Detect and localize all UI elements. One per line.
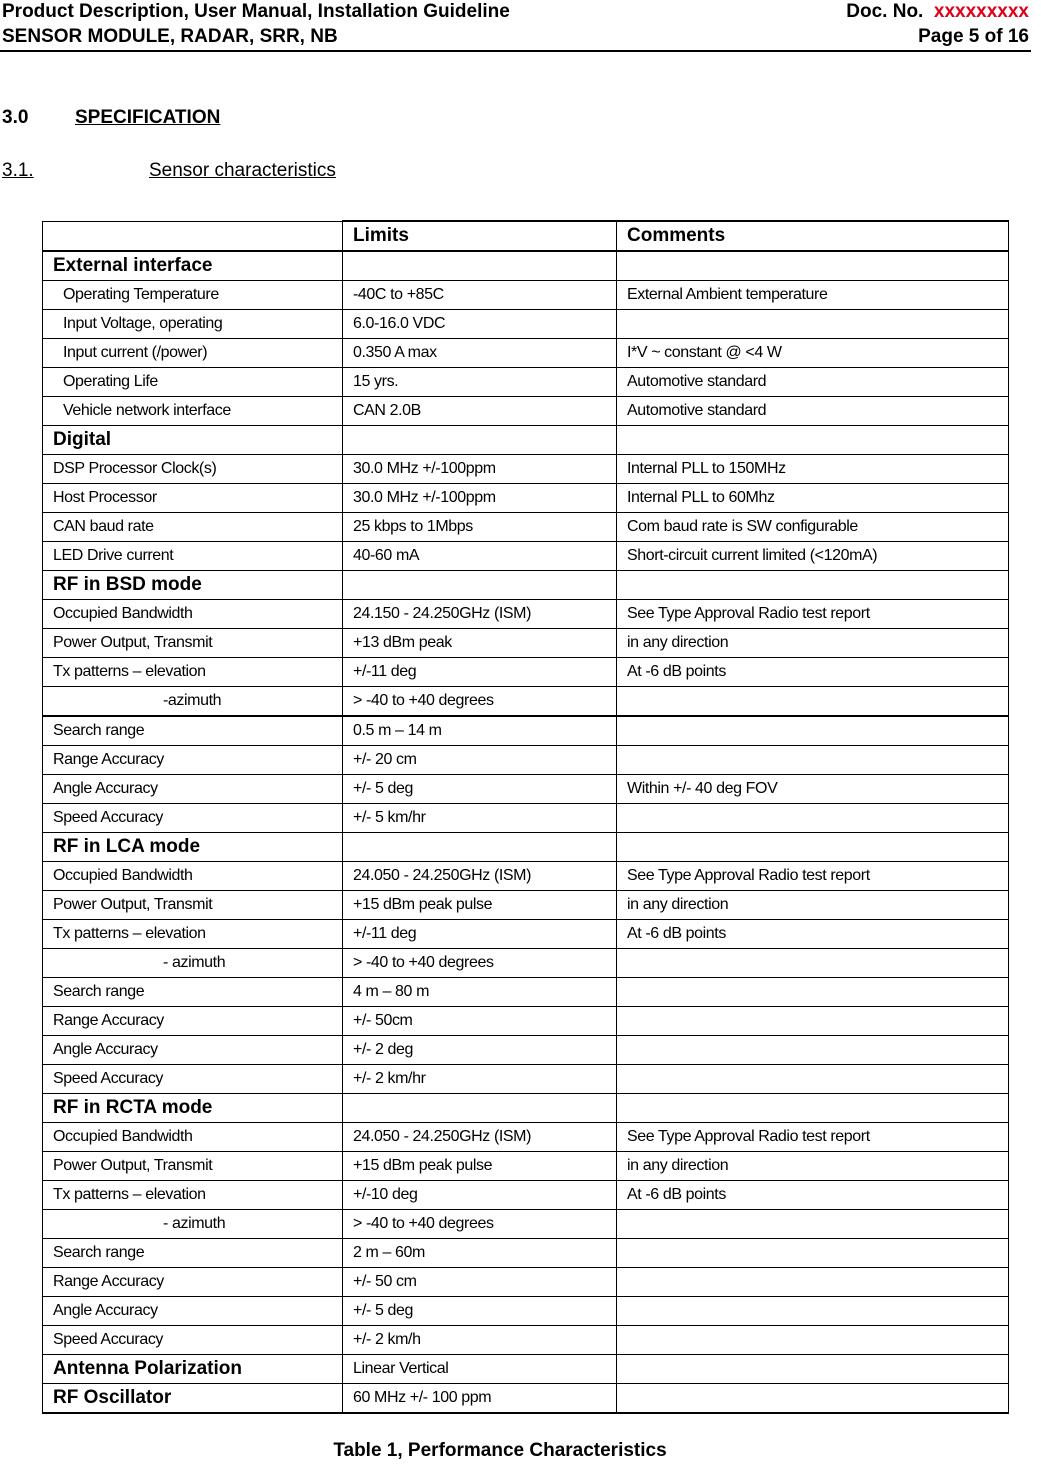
limits-cell: > -40 to +40 degrees — [343, 687, 617, 717]
parameter-cell: Occupied Bandwidth — [43, 600, 343, 629]
table-row — [43, 339, 1009, 368]
parameter-cell: RF in BSD mode — [43, 571, 343, 600]
parameter-cell: Range Accuracy — [43, 1268, 343, 1297]
parameter-cell: External interface — [43, 251, 343, 281]
parameter-cell: Power Output, Transmit — [43, 1152, 343, 1181]
limits-cell: +/- 5 deg — [343, 1297, 617, 1326]
limits-cell — [343, 833, 617, 862]
comments-cell — [617, 716, 1009, 746]
parameter-cell: - azimuth — [43, 949, 343, 978]
performance-table-body — [43, 221, 1009, 1413]
parameter-cell: CAN baud rate — [43, 513, 343, 542]
comments-cell: At -6 dB points — [617, 1181, 1009, 1210]
limits-cell — [343, 571, 617, 600]
limits-cell: 24.050 - 24.250GHz (ISM) — [343, 862, 617, 891]
comments-cell: in any direction — [617, 891, 1009, 920]
doc-number — [846, 0, 1029, 24]
table-row — [43, 1326, 1009, 1355]
limits-cell: +/- 2 deg — [343, 1036, 617, 1065]
table-row — [43, 1036, 1009, 1065]
comments-cell: Internal PLL to 60Mhz — [617, 484, 1009, 513]
table-header-row — [43, 221, 1009, 251]
section-title: SPECIFICATION — [75, 107, 221, 128]
limits-cell: 4 m – 80 m — [343, 978, 617, 1007]
table-row — [43, 746, 1009, 775]
comments-cell — [617, 251, 1009, 281]
parameter-cell: RF in RCTA mode — [43, 1094, 343, 1123]
limits-cell: +/- 2 km/hr — [343, 1065, 617, 1094]
comments-cell: I*V ~ constant @ <4 W — [617, 339, 1009, 368]
limits-cell: 25 kbps to 1Mbps — [343, 513, 617, 542]
parameter-cell: Range Accuracy — [43, 746, 343, 775]
table-row — [43, 1123, 1009, 1152]
parameter-cell: - azimuth — [43, 1210, 343, 1239]
comments-cell — [617, 1036, 1009, 1065]
parameter-cell: -azimuth — [43, 687, 343, 717]
limits-cell: 24.050 - 24.250GHz (ISM) — [343, 1123, 617, 1152]
parameter-cell: Angle Accuracy — [43, 1297, 343, 1326]
comments-cell: Short-circuit current limited (<120mA) — [617, 542, 1009, 571]
table-row — [43, 1268, 1009, 1297]
comments-cell: At -6 dB points — [617, 658, 1009, 687]
table-row — [43, 1152, 1009, 1181]
table-row — [43, 513, 1009, 542]
table-group-row — [43, 1094, 1009, 1123]
comments-cell: Automotive standard — [617, 368, 1009, 397]
table-group-row — [43, 1384, 1009, 1414]
comments-cell — [617, 833, 1009, 862]
table-row — [43, 455, 1009, 484]
comments-cell — [617, 1007, 1009, 1036]
comments-cell: External Ambient temperature — [617, 281, 1009, 310]
parameter-cell: Search range — [43, 1239, 343, 1268]
comments-cell — [617, 571, 1009, 600]
subsection-number: 3.1. — [2, 160, 34, 181]
table-row — [43, 368, 1009, 397]
table-row — [43, 1297, 1009, 1326]
limits-cell: 2 m – 60m — [343, 1239, 617, 1268]
parameter-cell: Digital — [43, 426, 343, 455]
comments-cell: in any direction — [617, 1152, 1009, 1181]
table-row — [43, 658, 1009, 687]
table-row — [43, 1210, 1009, 1239]
comments-cell — [617, 1297, 1009, 1326]
subsection-title: Sensor characteristics — [149, 160, 336, 181]
parameter-cell: Occupied Bandwidth — [43, 862, 343, 891]
comments-cell: At -6 dB points — [617, 920, 1009, 949]
header-cell-blank — [43, 221, 343, 251]
parameter-cell: Speed Accuracy — [43, 1065, 343, 1094]
parameter-cell: RF in LCA mode — [43, 833, 343, 862]
parameter-cell: Input current (/power) — [43, 339, 343, 368]
header-cell-comments: Comments — [617, 221, 1009, 251]
parameter-cell: Power Output, Transmit — [43, 891, 343, 920]
parameter-cell: Tx patterns – elevation — [43, 920, 343, 949]
parameter-cell: Host Processor — [43, 484, 343, 513]
table-row — [43, 629, 1009, 658]
document-title: Product Description, User Manual, Installation Guideline — [2, 1, 510, 22]
table-row — [43, 775, 1009, 804]
parameter-cell: Vehicle network interface — [43, 397, 343, 426]
limits-cell: > -40 to +40 degrees — [343, 949, 617, 978]
parameter-cell: Speed Accuracy — [43, 804, 343, 833]
table-caption: Table 1, Performance Characteristics — [333, 1440, 667, 1461]
table-group-row — [43, 571, 1009, 600]
comments-cell — [617, 1355, 1009, 1384]
table-row — [43, 281, 1009, 310]
limits-cell: +15 dBm peak pulse — [343, 891, 617, 920]
table-row — [43, 1239, 1009, 1268]
page-header — [0, 0, 1031, 52]
header-row-2 — [2, 25, 1029, 49]
table-group-row — [43, 1355, 1009, 1384]
page-number: Page 5 of 16 — [918, 26, 1029, 47]
comments-cell — [617, 1268, 1009, 1297]
table-row — [43, 484, 1009, 513]
table-row — [43, 397, 1009, 426]
limits-cell: +13 dBm peak — [343, 629, 617, 658]
comments-cell — [617, 1326, 1009, 1355]
limits-cell: -40C to +85C — [343, 281, 617, 310]
limits-cell: 0.350 A max — [343, 339, 617, 368]
header-row-1 — [2, 0, 1029, 24]
performance-table — [42, 220, 1009, 1414]
comments-cell — [617, 687, 1009, 717]
limits-cell — [343, 1094, 617, 1123]
comments-cell: See Type Approval Radio test report — [617, 862, 1009, 891]
limits-cell: +/-11 deg — [343, 920, 617, 949]
table-row — [43, 949, 1009, 978]
limits-cell: +/- 50cm — [343, 1007, 617, 1036]
parameter-cell: Search range — [43, 716, 343, 746]
parameter-cell: DSP Processor Clock(s) — [43, 455, 343, 484]
table-row — [43, 891, 1009, 920]
limits-cell: +/- 20 cm — [343, 746, 617, 775]
comments-cell: See Type Approval Radio test report — [617, 600, 1009, 629]
limits-cell: +/-10 deg — [343, 1181, 617, 1210]
limits-cell: 40-60 mA — [343, 542, 617, 571]
parameter-cell: Occupied Bandwidth — [43, 1123, 343, 1152]
comments-cell: Internal PLL to 150MHz — [617, 455, 1009, 484]
limits-cell: CAN 2.0B — [343, 397, 617, 426]
limits-cell: > -40 to +40 degrees — [343, 1210, 617, 1239]
comments-cell — [617, 1094, 1009, 1123]
table-row — [43, 862, 1009, 891]
table-row — [43, 1007, 1009, 1036]
subsection-heading — [2, 160, 336, 182]
comments-cell: Com baud rate is SW configurable — [617, 513, 1009, 542]
parameter-cell: Operating Temperature — [43, 281, 343, 310]
comments-cell — [617, 310, 1009, 339]
comments-cell — [617, 949, 1009, 978]
comments-cell — [617, 1210, 1009, 1239]
limits-cell: +/- 50 cm — [343, 1268, 617, 1297]
section-number: 3.0 — [2, 107, 29, 128]
parameter-cell: Power Output, Transmit — [43, 629, 343, 658]
parameter-cell: Tx patterns – elevation — [43, 1181, 343, 1210]
table-row — [43, 716, 1009, 746]
comments-cell: Within +/- 40 deg FOV — [617, 775, 1009, 804]
limits-cell: 30.0 MHz +/-100ppm — [343, 455, 617, 484]
table-group-row — [43, 426, 1009, 455]
limits-cell: Linear Vertical — [343, 1355, 617, 1384]
comments-cell: See Type Approval Radio test report — [617, 1123, 1009, 1152]
limits-cell: +/- 2 km/h — [343, 1326, 617, 1355]
limits-cell: +/- 5 deg — [343, 775, 617, 804]
comments-cell — [617, 1384, 1009, 1414]
comments-cell — [617, 1065, 1009, 1094]
limits-cell: 30.0 MHz +/-100ppm — [343, 484, 617, 513]
doc-number-label: Doc. No. — [846, 1, 924, 22]
parameter-cell: Tx patterns – elevation — [43, 658, 343, 687]
parameter-cell: RF Oscillator — [43, 1384, 343, 1414]
comments-cell — [617, 804, 1009, 833]
table-row — [43, 542, 1009, 571]
limits-cell: 24.150 - 24.250GHz (ISM) — [343, 600, 617, 629]
comments-cell: in any direction — [617, 629, 1009, 658]
comments-cell — [617, 978, 1009, 1007]
limits-cell — [343, 426, 617, 455]
table-row — [43, 978, 1009, 1007]
comments-cell — [617, 746, 1009, 775]
parameter-cell: Angle Accuracy — [43, 1036, 343, 1065]
limits-cell: 60 MHz +/- 100 ppm — [343, 1384, 617, 1414]
header-cell-limits: Limits — [343, 221, 617, 251]
document-subtitle: SENSOR MODULE, RADAR, SRR, NB — [2, 26, 338, 47]
limits-cell: 0.5 m – 14 m — [343, 716, 617, 746]
limits-cell: 15 yrs. — [343, 368, 617, 397]
table-row — [43, 1181, 1009, 1210]
parameter-cell: Input Voltage, operating — [43, 310, 343, 339]
comments-cell — [617, 1239, 1009, 1268]
table-row — [43, 310, 1009, 339]
table-row — [43, 687, 1009, 717]
section-heading — [2, 107, 220, 129]
doc-number-value: xxxxxxxxx — [933, 1, 1029, 22]
parameter-cell: Range Accuracy — [43, 1007, 343, 1036]
limits-cell: +/- 5 km/hr — [343, 804, 617, 833]
comments-cell — [617, 426, 1009, 455]
parameter-cell: Antenna Polarization — [43, 1355, 343, 1384]
table-row — [43, 804, 1009, 833]
limits-cell: +/-11 deg — [343, 658, 617, 687]
parameter-cell: Operating Life — [43, 368, 343, 397]
limits-cell: +15 dBm peak pulse — [343, 1152, 617, 1181]
limits-cell: 6.0-16.0 VDC — [343, 310, 617, 339]
table-group-row — [43, 833, 1009, 862]
parameter-cell: Search range — [43, 978, 343, 1007]
limits-cell — [343, 251, 617, 281]
table-row — [43, 1065, 1009, 1094]
table-group-row — [43, 251, 1009, 281]
parameter-cell: Angle Accuracy — [43, 775, 343, 804]
table-row — [43, 600, 1009, 629]
table-row — [43, 920, 1009, 949]
parameter-cell: Speed Accuracy — [43, 1326, 343, 1355]
comments-cell: Automotive standard — [617, 397, 1009, 426]
parameter-cell: LED Drive current — [43, 542, 343, 571]
